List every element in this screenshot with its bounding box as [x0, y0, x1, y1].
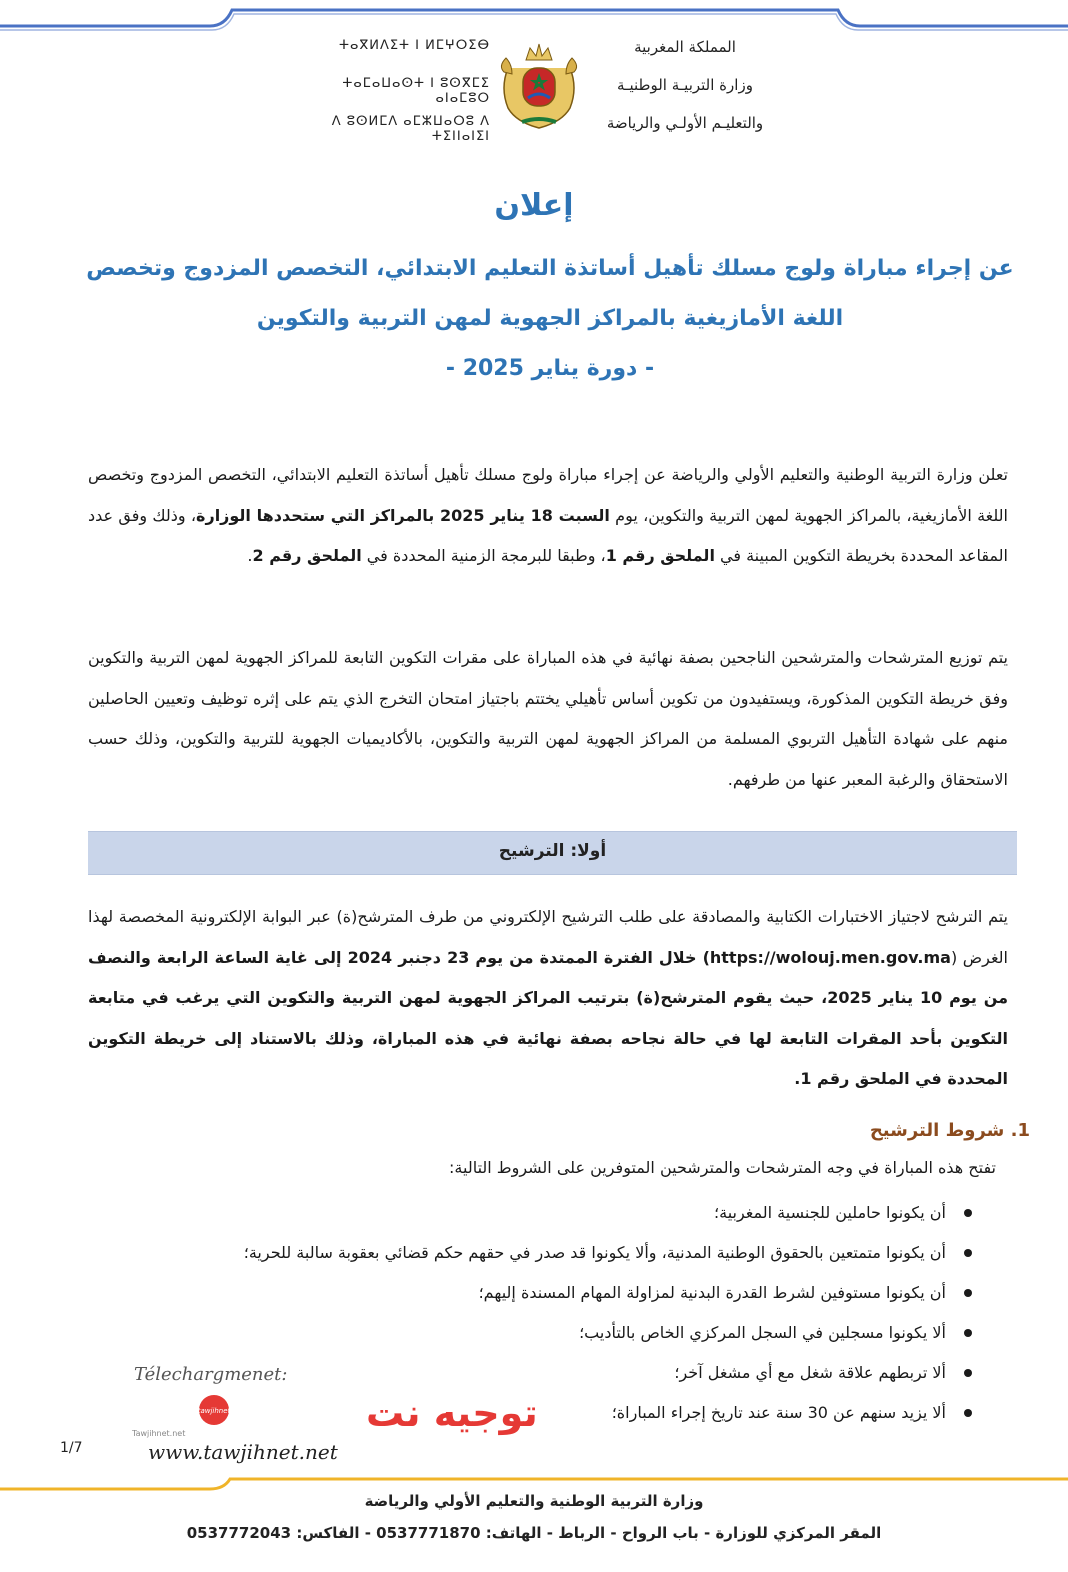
- footer-ministry-name: وزارة التربية الوطنية والتعليم الأولي والرياضة: [364, 1492, 704, 1510]
- conditions-item-text: أن يكونوا متمتعين بالحقوق الوطنية المدنية، وألا يكونوا قد صدر في حقهم حكم قضائي بعقوبة سالبة للحرية؛: [243, 1243, 946, 1262]
- intro-p1-text-e: ، وطبقا للبرمجة الزمنية المحددة في: [361, 546, 606, 565]
- conditions-list-item: [32, 1195, 972, 1235]
- intro-p1-annex-2: الملحق رقم 2: [252, 546, 362, 565]
- conditions-item-text: ألا يزيد سنهم عن 30 سنة عند تاريخ إجراء المباراة؛: [611, 1403, 946, 1422]
- watermark-url[interactable]: www.tawjihnet.net: [148, 1440, 338, 1464]
- section-title-candidacy: أولا: الترشيح: [498, 841, 607, 861]
- intro-p1-text-g: .: [247, 546, 253, 565]
- candidacy-text-a: يتم الترشح لاجتياز الاختبارات الكتابية والمصادقة على طلب الترشيح الإلكتروني من طرف المترشح(ة) عبر البوابة الإلكترونية المخصصة لهذا الغرض (: [88, 907, 1009, 967]
- logo-text: توجيه نت: [366, 1391, 538, 1435]
- footer-contact-info: المقر المركزي للوزارة - باب الرواح - الرباط - الهاتف: 0537771870 - الفاكس: 0537772043: [186, 1524, 882, 1542]
- announcement-subtitle-line-1: عن إجراء مباراة ولوج مسلك تأهيل أساتذة التعليم الابتدائي، التخصص المزدوج وتخصص: [86, 256, 1014, 281]
- intro-p1-text-a: تعلن وزارة التربية الوطنية والتعليم الأولي والرياضة عن إجراء مباراة ولوج مسلك تأهيل أساتذة التعليم الابتدائي، التخصص المزدوج وتخصص اللغة الأمازيغية، بالمراكز الجهوية لمهن التربية والتكوين، يوم: [88, 465, 1009, 525]
- bullet-icon: [964, 1369, 972, 1377]
- bullet-icon: [964, 1329, 972, 1337]
- intro-paragraph-2: يتم توزيع المترشحات والمترشحين الناجحين بصفة نهائية في هذه المباراة على مقرات التكوين التابعة للمراكز الجهوية لمهن التربية والتكوين وفق خريطة التكوين المذكورة، ويستفيدون من تكوين أساس تأهيلي يختتم باجتياز امتحان التخرج الذي يتم على إثره توظيف وتعيين الحاصلين منهم على شهادة التأهيل التربوي المسلمة من المراكز الجهوية لمهن التربية والتكوين، بالأكاديميات الجهوية للتربية والتكوين، وذلك حسب الاستحقاق والرغبة المعبر عنها من طرفهم.: [88, 648, 1008, 789]
- session-label: - دورة يناير 2025 -: [445, 356, 655, 381]
- conditions-item-text: ألا يكونوا مسجلين في السجل المركزي الخاص بالتأديب؛: [579, 1323, 946, 1342]
- section-bar-candidacy: [88, 831, 1017, 875]
- candidacy-portal-link[interactable]: https://wolouj.men.gov.ma: [709, 947, 951, 967]
- candidacy-text-b: ) خلال الفترة الممتدة من يوم 23 دجنبر 2024 إلى غاية الساعة الرابعة والنصف من يوم 10 يناير 2025، حيث يقوم المترشح(ة) بترتيب المراكز الجهوية لمهن التربية والتكوين التي يرغب في متابعة التكوين بأحد المقرات التابعة لها في حالة نجاحه بصفة نهائية في هذه المباراة، وذلك بالاستناد إلى خريطة التكوين المحددة في الملحق رقم 1.: [88, 947, 1008, 1088]
- header-arabic-line-2: وزارة التربيـة الوطنيـة: [617, 76, 753, 94]
- intro-p1-date: السبت 18 يناير 2025 بالمراكز التي ستحددها الوزارة: [196, 505, 610, 525]
- header-tifinagh-line-1: ⵜⴰⴳⵍⴷⵉⵜ ⵏ ⵍⵎⵖⵔⵉⴱ: [338, 38, 490, 53]
- conditions-title: 1. شروط الترشيح: [869, 1120, 1030, 1141]
- conditions-list-item: [32, 1275, 972, 1315]
- moroccan-coat-of-arms-icon: [498, 38, 580, 132]
- bullet-icon: [964, 1209, 972, 1217]
- bullet-icon: [964, 1289, 972, 1297]
- announcement-subtitle-line-2: اللغة الأمازيغية بالمراكز الجهوية لمهن التربية والتكوين: [256, 306, 844, 331]
- header-arabic-line-3: والتعليـم الأولـي والرياضة: [606, 114, 764, 132]
- conditions-list-item: [32, 1315, 972, 1355]
- intro-p1-annex-1: الملحق رقم 1: [605, 546, 715, 565]
- logo-sub-text: Tawjihnet.net: [132, 1429, 186, 1438]
- header-tifinagh-line-2: ⵜⴰⵎⴰⵡⴰⵙⵜ ⵏ ⵓⵙⴳⵎⵉ ⴰⵏⴰⵎⵓⵔ: [342, 76, 490, 106]
- logo-small-text: tawjihnet: [197, 1407, 231, 1415]
- header-tifinagh-line-3: ⴷ ⵓⵙⵍⵎⴷ ⴰⵎⵣⵡⴰⵔⵓ ⴷ ⵜⵉⵏⵏⴰⵏⵉⵏ: [331, 114, 490, 144]
- conditions-item-text: أن يكونوا حاملين للجنسية المغربية؛: [714, 1203, 946, 1222]
- top-border-decoration: [0, 0, 1068, 40]
- tawjihnet-logo: [130, 1386, 538, 1438]
- conditions-intro: تفتح هذه المباراة في وجه المترشحات والمترشحين المتوفرين على الشروط التالية:: [449, 1158, 996, 1177]
- page-number: 1/7: [60, 1440, 83, 1456]
- conditions-item-text: ألا تربطهم علاقة شغل مع أي مشغل آخر؛: [674, 1363, 946, 1382]
- conditions-list-item: [32, 1235, 972, 1275]
- candidacy-paragraph: [88, 897, 1008, 1107]
- bullet-icon: [964, 1249, 972, 1257]
- intro-paragraph-1: [88, 455, 1008, 625]
- intro-p1-text-c: ، وذلك وفق عدد المقاعد المحددة بخريطة التكوين المبينة في: [88, 505, 1008, 565]
- announcement-title: إعلان: [494, 188, 574, 223]
- bullet-icon: [964, 1409, 972, 1417]
- conditions-item-text: أن يكونوا مستوفين لشرط القدرة البدنية لمزاولة المهام المسندة إليهم؛: [478, 1283, 946, 1302]
- watermark-download-label: Télechargmenet:: [134, 1364, 288, 1385]
- header-arabic-line-1: المملكة المغربية: [634, 38, 736, 56]
